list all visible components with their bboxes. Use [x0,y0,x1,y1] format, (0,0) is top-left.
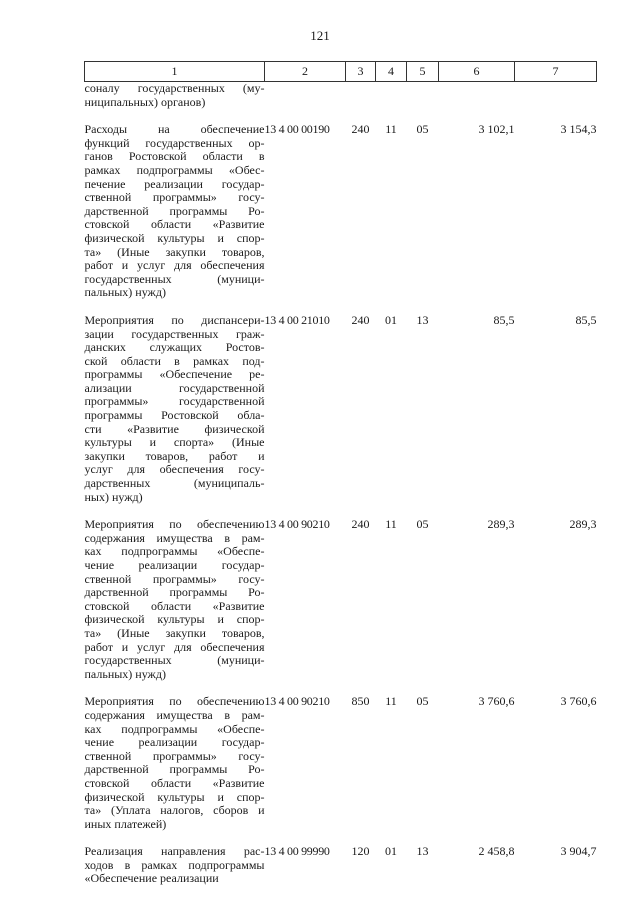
desc-line: содержания имущества в рам- [84,707,265,722]
section-code: 01 [385,312,397,327]
target-code: 13 4 00 99990 [264,844,330,859]
row-spacer [85,681,597,695]
desc-line: ализации государственной [84,380,265,395]
desc-line: чение реализации государ- [84,735,265,750]
header-col-7: 7 [515,62,597,82]
desc-line: ках подпрограммы «Обеспе- [84,721,265,736]
desc-line: ганов Ростовской области в [84,149,265,164]
desc-line: та» (Иные закупки товаров, [84,625,265,640]
amount-year-1: 85,5 [493,312,515,327]
row-description [85,314,265,504]
row-spacer [85,831,597,845]
header-col-4: 4 [376,62,407,82]
desc-line: «Обеспечение реализации [84,871,219,886]
header-col-3: 3 [346,62,376,82]
expense-type: 240 [351,517,370,532]
amount-year-2: 3 154,3 [560,122,597,137]
desc-line: зации государственных граж- [84,326,265,341]
desc-line: физической культуры и спор- [84,230,265,245]
desc-line: чение реализации государ- [84,558,265,572]
amount-year-1: 289,3 [487,517,515,532]
row-description [85,518,265,681]
header-col-6: 6 [439,62,515,82]
desc-line: культуры и спорта» (Иные [84,435,265,450]
row-description [85,845,265,886]
desc-line: иных платежей) [84,816,167,831]
header-col-2: 2 [265,62,346,82]
target-code: 13 4 00 00190 [264,122,330,137]
desc-line: ниципальных) органов) [84,94,206,109]
amount-year-2: 3 760,6 [560,694,597,709]
desc-line: функций государственных ор- [84,135,265,150]
desc-line: стовской области «Развитие [84,217,265,232]
desc-line: дарственной программы Ро- [84,585,265,600]
subsection-code: 05 [416,517,429,532]
desc-line: программы «Обеспечение ре- [84,367,265,382]
continuation-description [85,82,265,110]
desc-line: Мероприятия по обеспечению [84,694,265,709]
desc-line: Реализация направления рас- [84,844,265,859]
desc-line: та» (Уплата налогов, сборов и [84,803,265,818]
row-spacer [85,504,597,518]
row-spacer [85,300,597,314]
section-code: 11 [385,122,397,137]
amount-year-1: 2 458,8 [478,844,515,859]
table-row [85,314,597,504]
header-col-5: 5 [407,62,439,82]
desc-line: работ и услуг для обеспечения [84,258,265,273]
expense-type: 850 [351,694,370,709]
desc-line: ственной программы» госу- [84,190,265,205]
desc-line: ственной программы» госу- [84,748,265,763]
desc-line: пальных) нужд) [84,285,166,300]
table-row [85,518,597,681]
row-description [85,695,265,831]
section-code: 11 [385,694,397,709]
expense-type: 120 [351,844,370,859]
desc-line: печение реализации государ- [84,176,265,191]
amount-year-2: 3 904,7 [560,844,597,859]
desc-line: дарственных (муниципаль- [84,476,265,491]
amount-year-2: 85,5 [575,312,597,327]
desc-line: ходов в рамках подпрограммы [84,857,265,872]
desc-line: физической культуры и спор- [84,789,265,804]
desc-line: услуг для обеспечения госу- [84,462,265,477]
desc-line: Мероприятия по диспансери- [84,312,265,327]
desc-line: содержания имущества в рам- [84,530,265,545]
section-code: 01 [385,844,397,859]
amount-year-1: 3 760,6 [478,694,515,709]
row-description [85,123,265,300]
expense-type: 240 [351,312,370,327]
desc-line: ных) нужд) [84,489,143,504]
desc-line: ках подпрограммы «Обеспе- [84,544,265,559]
expense-type: 240 [351,122,370,137]
continuation-row [85,82,597,110]
desc-line: дарственной программы Ро- [84,762,265,777]
desc-line: Расходы на обеспечение [84,122,265,137]
target-code: 13 4 00 90210 [264,517,330,532]
table-row [85,695,597,831]
row-spacer [85,109,597,123]
desc-line: программы» государственной [84,394,265,409]
subsection-code: 05 [416,694,429,709]
desc-line: рамках подпрограммы «Обес- [84,162,265,177]
section-code: 11 [385,517,397,532]
desc-line: государственных (муници- [84,653,265,668]
desc-line: стовской области «Развитие [84,775,265,790]
desc-line: пальных) нужд) [84,666,166,681]
header-col-1: 1 [85,62,265,82]
desc-line: соналу государственных (му- [84,81,265,95]
desc-line: программы Ростовской обла- [84,408,265,423]
target-code: 13 4 00 90210 [264,694,330,709]
desc-line: данских служащих Ростов- [84,340,265,355]
target-code: 13 4 00 21010 [264,312,330,327]
desc-line: закупки товаров, работ и [84,448,265,463]
subsection-code: 05 [416,122,429,137]
desc-line: ской области в рамках под- [84,353,265,368]
table-row [85,123,597,300]
desc-line: государственных (муници- [84,271,265,286]
desc-line: Мероприятия по обеспечению [84,517,265,532]
budget-table [84,61,597,886]
header-row [85,62,597,82]
desc-line: работ и услуг для обеспечения [84,639,265,654]
desc-line: дарственной программы Ро- [84,203,265,218]
desc-line: стовской области «Развитие [84,598,265,613]
desc-line: та» (Иные закупки товаров, [84,244,265,259]
page-number: 121 [310,28,330,43]
amount-year-2: 289,3 [569,517,597,532]
subsection-code: 13 [416,312,429,327]
desc-line: ственной программы» госу- [84,571,265,586]
table-row [85,845,597,886]
amount-year-1: 3 102,1 [478,122,515,137]
desc-line: сти «Развитие физической [84,421,265,436]
desc-line: физической культуры и спор- [84,612,265,627]
subsection-code: 13 [416,844,429,859]
